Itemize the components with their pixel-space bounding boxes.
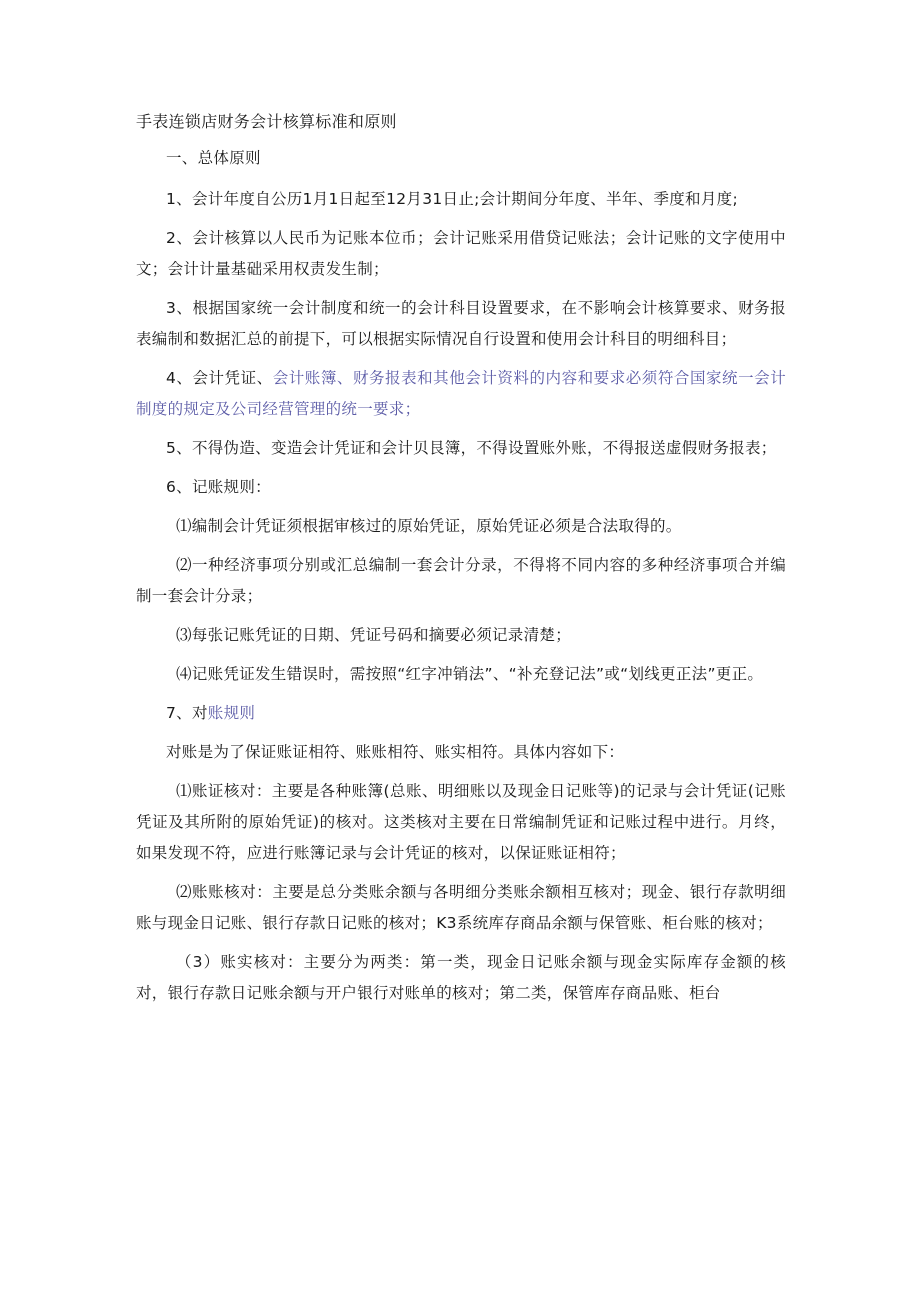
paragraph-4-highlight: 会计账簿、财务报表和其他会计资料的内容和要求必须符合国家统一会计制度的规定及公司经营管理的统一要求；: [136, 369, 786, 418]
paragraph-7-item-2: ⑵账账核对：主要是总分类账余额与各明细分类账余额相互核对；现金、银行存款明细账与现金日记账、银行存款日记账的核对；K3系统库存商品余额与保管账、柜台账的核对；: [136, 883, 786, 932]
paragraph-6-item-2: ⑵一种经济事项分别或汇总编制一套会计分录，不得将不同内容的多种经济事项合并编制一套会计分录；: [136, 556, 786, 605]
paragraph-4: [136, 363, 786, 425]
document-title: 手表连锁店财务会计核算标准和原则: [136, 112, 397, 131]
paragraph-2: 2、会计核算以人民币为记账本位币；会计记账采用借贷记账法；会计记账的文字使用中文；会计计量基础采用权责发生制；: [136, 229, 786, 278]
paragraph-7-highlight: 账规则: [207, 704, 256, 722]
paragraph-1: 1、会计年度自公历1月1日起至12月31日止;会计期间分年度、半年、季度和月度;: [166, 190, 738, 208]
paragraph-7-item-3: （3）账实核对：主要分为两类：第一类，现金日记账余额与现金实际库存金额的核对，银行存款日记账余额与开户银行对账单的核对；第二类，保管库存商品账、柜台: [136, 953, 786, 1002]
document-body: [136, 106, 786, 1009]
paragraph-7: [136, 698, 786, 729]
paragraph-3: 3、根据国家统一会计制度和统一的会计科目设置要求，在不影响会计核算要求、财务报表编制和数据汇总的前提下，可以根据实际情况自行设置和使用会计科目的明细科目；: [136, 299, 786, 348]
paragraph-5: 5、不得伪造、变造会计凭证和会计贝艮簿，不得设置账外账，不得报送虚假财务报表；: [166, 439, 777, 457]
paragraph-7-prefix: 7、对: [166, 704, 208, 722]
paragraph-7-intro: 对账是为了保证账证相符、账账相符、账实相符。具体内容如下：: [166, 743, 625, 761]
paragraph-6-item-1: ⑴编制会计凭证须根据审核过的原始凭证，原始凭证必须是合法取得的。: [176, 517, 682, 535]
paragraph-4-prefix: 4、会计凭证、: [166, 369, 273, 387]
paragraph-6-item-4: ⑷记账凭证发生错误时，需按照“红字冲销法”、“补充登记法”或“划线更正法”更正。: [176, 665, 764, 683]
section-heading: 一、总体原则: [166, 149, 261, 167]
paragraph-7-item-1: ⑴账证核对：主要是各种账簿(总账、明细账以及现金日记账等)的记录与会计凭证(记账凭证及其所附的原始凭证)的核对。这类核对主要在日常编制凭证和记账过程中进行。月终，如果发现不符，应进行账簿记录与会计凭证的核对，以保证账证相符；: [136, 782, 786, 862]
paragraph-6-item-3: ⑶每张记账凭证的日期、凭证号码和摘要必须记录清楚；: [176, 626, 572, 644]
paragraph-6: 6、记账规则：: [166, 478, 271, 496]
